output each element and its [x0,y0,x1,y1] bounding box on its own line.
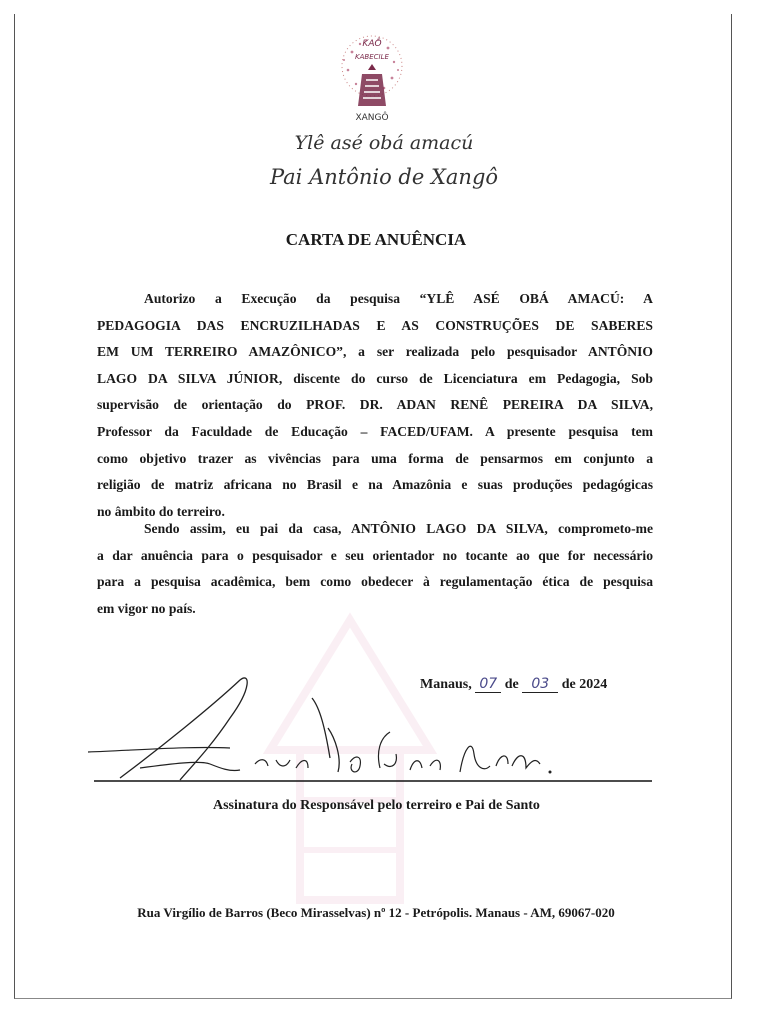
paragraph-line: Autorizo a Execução da pesquisa “YLÊ ASÉ OBÁ AMACÚ: A [144,291,653,306]
paragraph-authorization [97,286,653,525]
logo-middle-text: KABECILE [355,53,389,61]
date-day: 07 [475,676,501,693]
paragraph-line: em vigor no país. [97,600,196,616]
logo-top-text: KAÔ [362,39,382,49]
paragraph-line: para a pesquisa acadêmica, bem como obedecer à regulamentação ética de pesquisa [97,574,653,590]
paragraph-line: EM UM TERREIRO AMAZÔNICO”, a ser realizada pelo pesquisador ANTÔNIO [97,344,653,360]
header-house-name: Ylê asé obá amacú [294,132,474,154]
handwritten-signature [80,668,660,798]
date-city: Manaus, [420,677,472,692]
signature-caption: Assinatura do Responsável pelo terreiro e Pai de Santo [213,798,540,813]
date-month: 03 [522,676,558,693]
document-title: CARTA DE ANUÊNCIA [285,230,467,249]
paragraph-line: no âmbito do terreiro. [97,503,225,519]
terreiro-logo [332,30,412,130]
paragraph-line: como objetivo trazer as vivências para uma forma de pensarmos em conjunto a [97,450,653,466]
date-sep-2: de [561,677,576,692]
date-year: 2024 [579,677,608,692]
paragraph-line: Sendo assim, eu pai da casa, ANTÔNIO LAGO DA SILVA, comprometo-me [144,521,653,536]
paragraph-line: religião de matriz africana no Brasil e na Amazônia e suas produções pedagógicas [97,477,653,493]
paragraph-line: Professor da Faculdade de Educação – FACED/UFAM. A presente pesquisa tem [97,423,653,439]
logo-bottom-text: XANGÔ [355,113,389,123]
header-priest-name: Pai Antônio de Xangô [269,165,499,189]
paragraph-line: LAGO DA SILVA JÚNIOR, discente do curso de Licenciatura em Pedagogia, Sob [97,370,653,386]
paragraph-line: supervisão de orientação do PROF. DR. ADAN RENÊ PEREIRA DA SILVA, [97,397,653,413]
date-sep-1: de [504,677,519,692]
paragraph-line: a dar anuência para o pesquisador e seu orientador no tocante ao que for necessário [97,547,653,563]
paragraph-commitment [97,516,653,622]
footer-address: Rua Virgílio de Barros (Beco Mirasselvas) nº 12 - Petrópolis. Manaus - AM, 69067-020 [137,905,615,920]
paragraph-line: PEDAGOGIA DAS ENCRUZILHADAS E AS CONSTRUÇÕES DE SABERES [97,317,653,333]
